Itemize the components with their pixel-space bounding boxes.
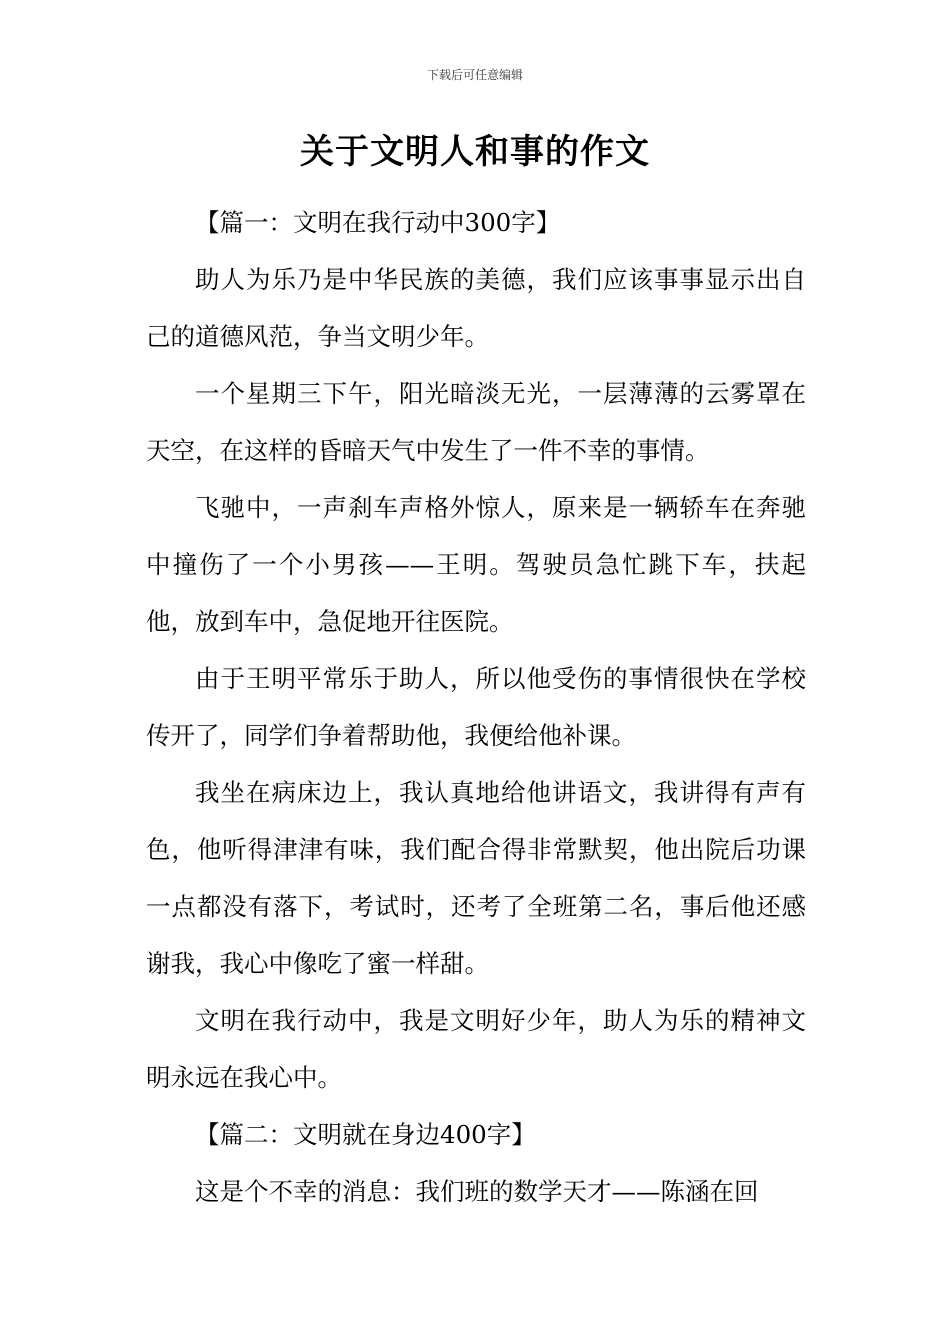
- header-note: 下载后可任意编辑: [426, 68, 523, 82]
- section-heading-1: 【篇一：文明在我行动中300字】: [195, 208, 561, 237]
- paragraph: 文明在我行动中，我是文明好少年，助人为乐的精神文明永远在我心中。: [146, 1006, 806, 1092]
- paragraph: 助人为乐乃是中华民族的美德，我们应该事事显示出自己的道德风范，争当文明少年。: [146, 265, 806, 351]
- paragraph: 由于王明平常乐于助人，所以他受伤的事情很快在学校传开了，同学们争着帮助他，我便给他补课。: [146, 664, 806, 750]
- document-title: 关于文明人和事的作文: [300, 132, 650, 172]
- paragraph: 这是个不幸的消息：我们班的数学天才——陈涵在回: [195, 1177, 759, 1206]
- section-heading-2: 【篇二：文明就在身边400字】: [195, 1120, 536, 1149]
- paragraph: 我坐在病床边上，我认真地给他讲语文，我讲得有声有色，他听得津津有味，我们配合得非常默契，他出院后功课一点都没有落下，考试时，还考了全班第二名，事后他还感谢我，我心中像吃了蜜一样甜。: [146, 778, 806, 978]
- paragraph: 飞驰中，一声刹车声格外惊人，原来是一辆轿车在奔驰中撞伤了一个小男孩——王明。驾驶员急忙跳下车，扶起他，放到车中，急促地开往医院。: [146, 493, 806, 636]
- document-body: [146, 194, 806, 1220]
- paragraph: 一个星期三下午，阳光暗淡无光，一层薄薄的云雾罩在天空，在这样的昏暗天气中发生了一件不幸的事情。: [146, 379, 806, 465]
